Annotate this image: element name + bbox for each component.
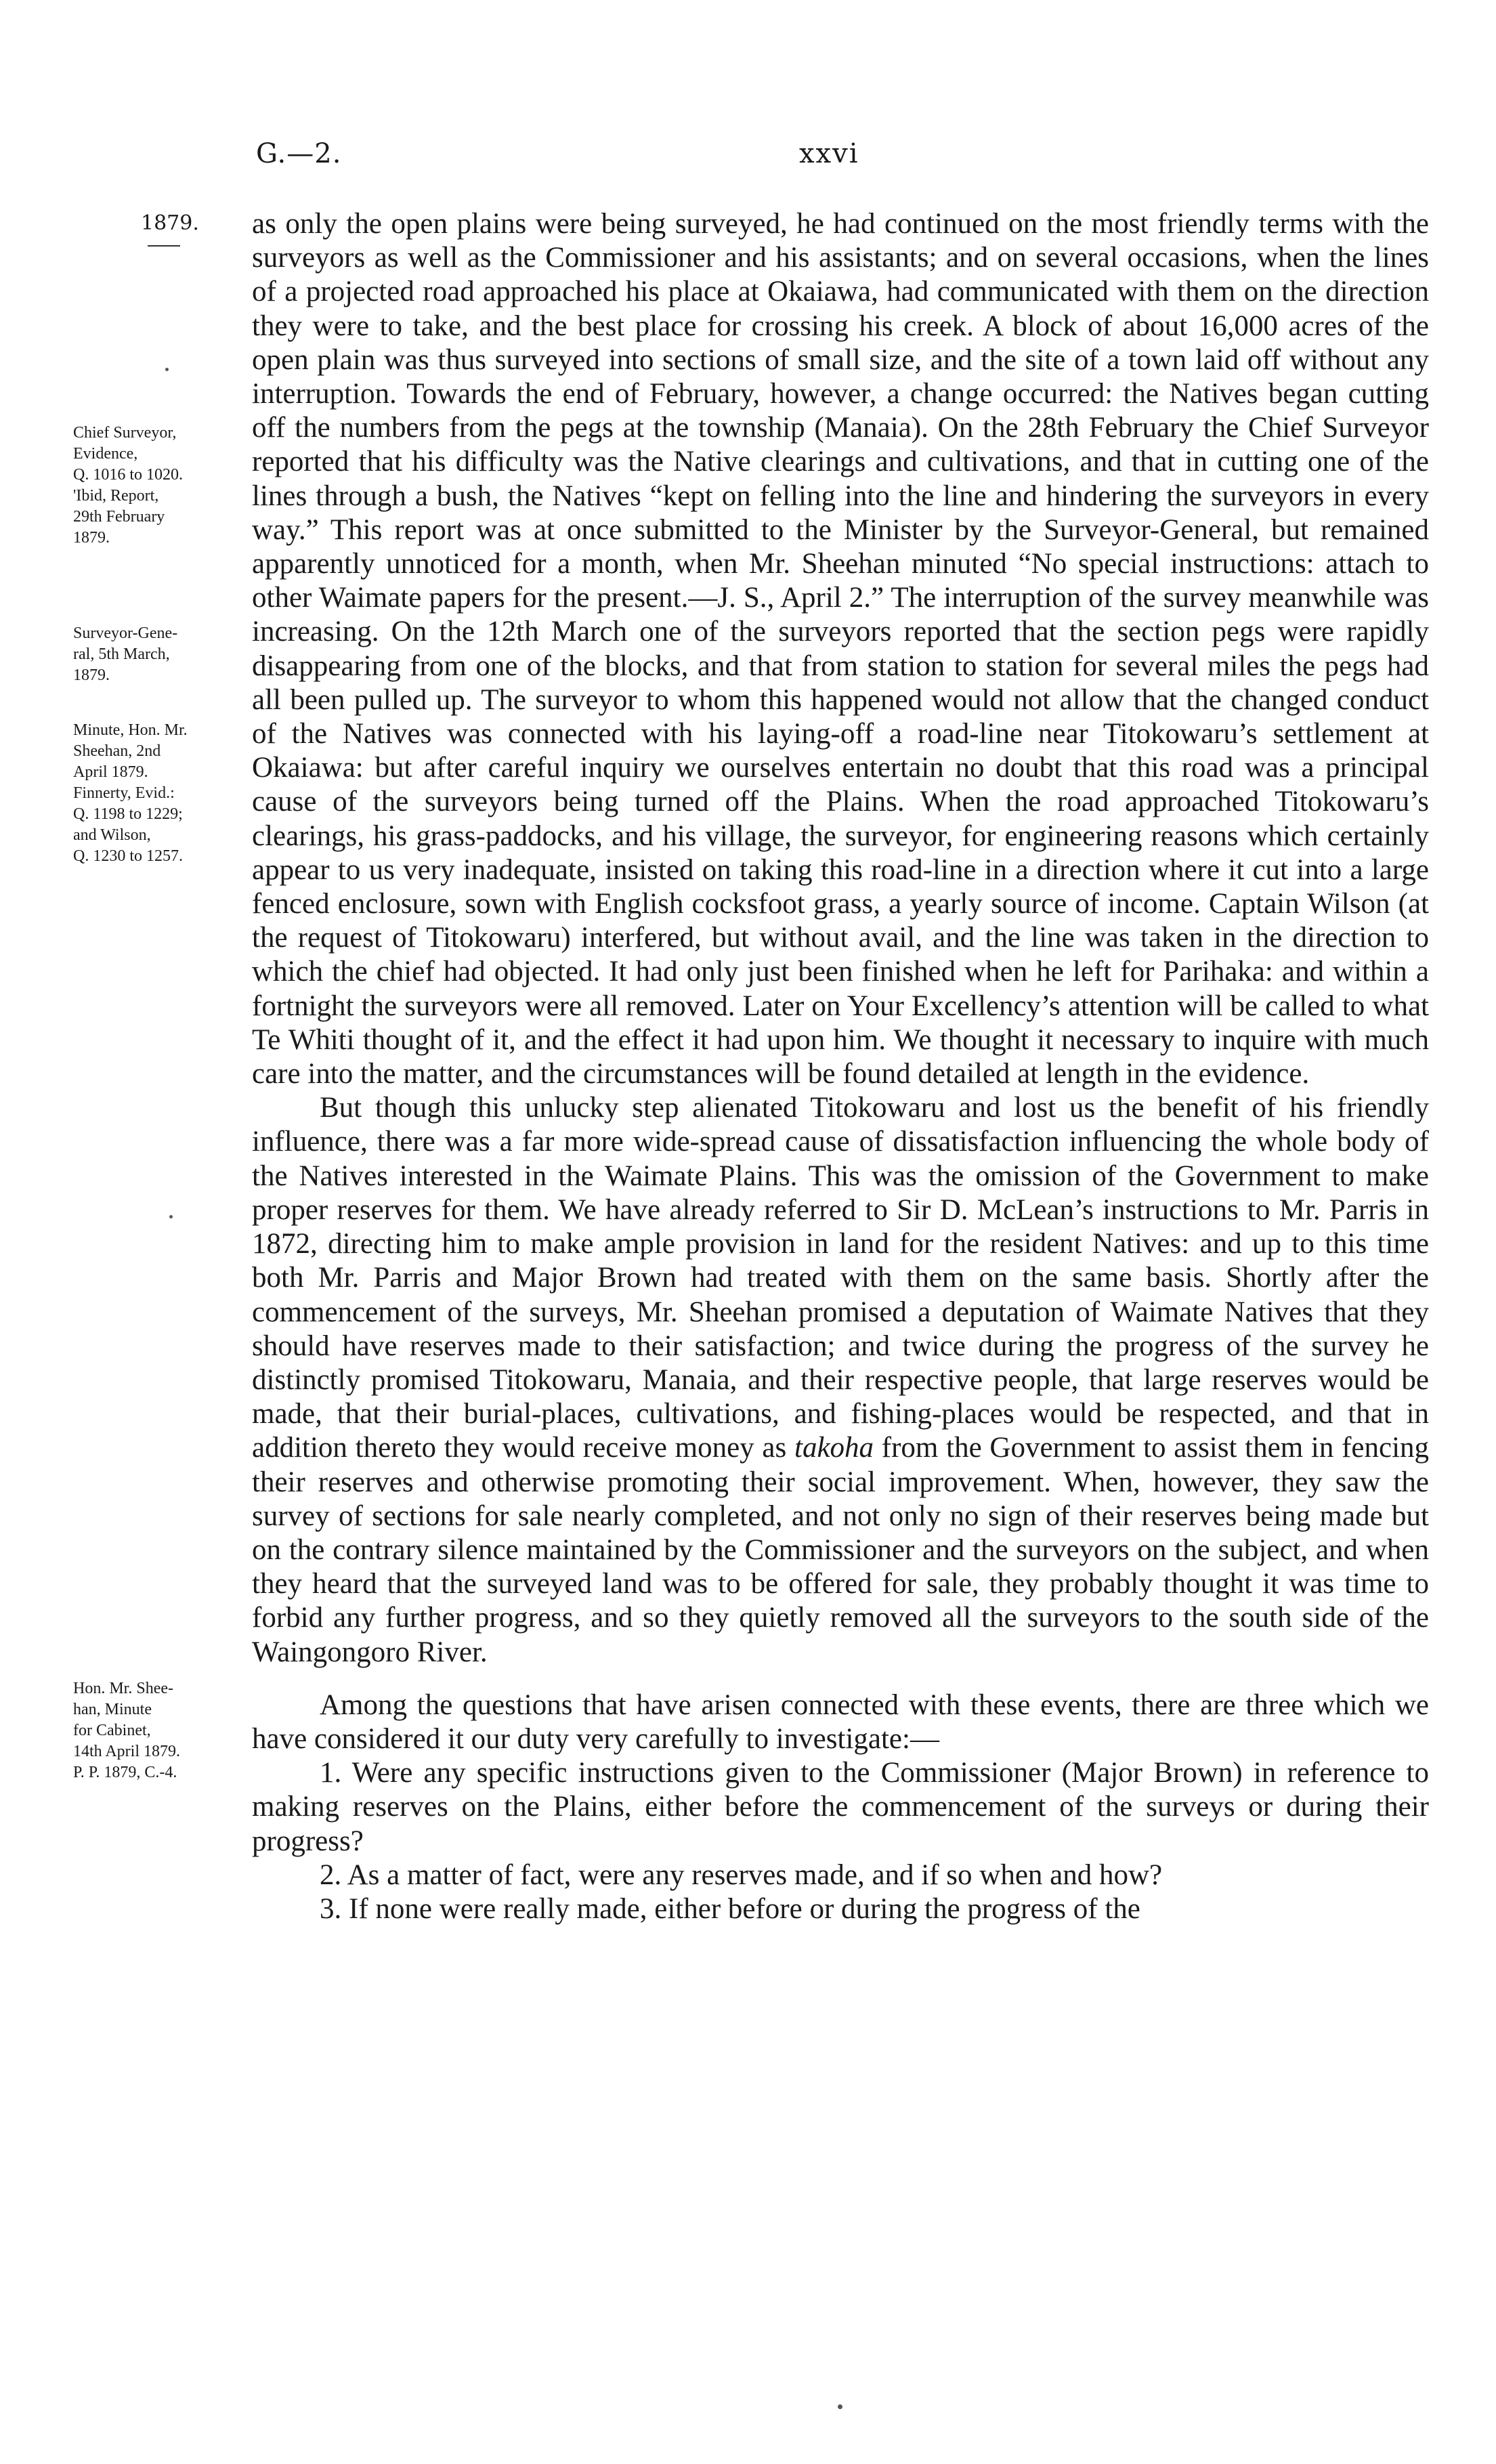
paragraph-surveys-okaiawa: as only the open plains were being surveyed, he had continued on the most friendly terms with the surveyors as well as the Commissioner and his assistants; and on several occasions, when the lines of a projected road approached his place at Okaiawa, had communicated with them on the direction they were to take, and the best place for crossing his creek. A block of about 16,000 acres of the open plain was thus surveyed into sections of small size, and the site of a town laid off without any interruption. Towards the end of February, however, a change occurred: the Natives began cutting off the numbers from the pegs at the township (Manaia). On the 28th February the Chief Surveyor reported that his difficulty was the Native clearings and cultivations, and that in cutting one of the lines through a bush, the Natives “kept on felling into the line and hindering the surveyors in every way.” This report was at once submitted to the Minister by the Surveyor-General, but remained apparently unnoticed for a month, when Mr. Sheehan minuted “No special instructions: attach to other Waimate papers for the present.—J. S., April 2.” The interruption of the survey meanwhile was increasing. On the 12th March one of the surveyors reported that the section pegs were rapidly disappearing from one of the blocks, and that from station to station for several miles the pegs had all been pulled up. The surveyor to whom this happened would not allow that the changed conduct of the Natives was connected with his laying-off a road-line near Titokowaru’s settlement at Okaiawa: but after careful inquiry we ourselves entertain no doubt that this road was a principal cause of the surveyors being turned off the Plains. When the road approached Titokowaru’s clearings, his grass-paddocks, and his village, the surveyor, for engineering reasons which certainly appear to us very inadequate, insisted on taking this road-line in a direction where it cut into a large fenced enclosure, sown with English cocksfoot grass, a yearly source of income. Captain Wilson (at the request of Titokowaru) interfered, but without avail, and the line was taken in the direction to which the chief had objected. It had only just been finished when he left for Parihaka: and within a fortnight the surveyors were all removed. Later on Your Excellency’s attention will be called to what Te Whiti thought of it, and the effect it had upon him. We thought it necessary to inquire with much care into the matter, and the circumstances will be found detailed at length in the evidence. (252, 208, 1429, 1090)
year-rule-divider (148, 245, 180, 247)
scan-speck (165, 368, 169, 371)
paragraph-questions-intro: Among the questions that have arisen connected with these events, there are three which we have considered it our duty very carefully to investigate:— (252, 1688, 1429, 1755)
margin-note-minute-sheehan: Minute, Hon. Mr. Sheehan, 2nd April 1879. Finnerty, Evid.: Q. 1198 to 1229; and Wilson, Q. 1230 to 1257. (73, 721, 188, 865)
question-item: 2. As a matter of fact, were any reserves made, and if so when and how? (320, 1858, 1163, 1891)
margin-year: 1879. (141, 211, 199, 235)
paragraph-reserves-text: But though this unlucky step alienated Titokowaru and lost us the benefit of his friendly influence, there was a far more wide-spread cause of dissatisfaction influencing the whole body of the Natives interested in the Waimate Plains. This was the omission of the Government to make proper reserves for them. We have already referred to Sir D. McLean’s instructions to Mr. Parris in 1872, directing him to make ample provision in land for the resident Natives: and up to this time both Mr. Parris and Major Brown had treated with them on the same basis. Shortly after the commencement of the surveys, Mr. Sheehan promised a deputation of Waimate Natives that they should have reserves made to their satisfaction; and twice during the progress of the survey he distinctly promised Titokowaru, Manaia, and their respective people, that large reserves would be made, that their burial-places, cultivations, and fishing-places would be respected, and that in addition thereto they would receive money as (252, 1092, 1429, 1464)
paragraph-reserves (252, 1091, 1429, 1669)
margin-note-chief-surveyor: Chief Surveyor, Evidence, Q. 1016 to 1020. 'Ibid, Report, 29th February 1879. (73, 424, 183, 547)
margin-note-cabinet-minute: Hon. Mr. Shee- han, Minute for Cabinet, 14th April 1879. P. P. 1879, C.-4. (73, 1680, 181, 1781)
report-reference: G.—2. (256, 138, 342, 169)
takoha-term: takoha (794, 1432, 874, 1464)
paragraph-reserves-tail: from the Government to assist them in fencing their reserves and otherwise promoting their social improvement. When, however, they saw the survey of sections for sale nearly completed, and not only no sign of their reserves being made but on the contrary silence maintained by the Commissioner and the surveyors on the subject, and when they heard that the surveyed land was to be offered for sale, they probably thought it was time to forbid any further progress, and so they quietly removed all the surveyors to the south side of the Waingongoro River. (252, 1432, 1430, 1668)
margin-note-surveyor-general: Surveyor-Gene- ral, 5th March, 1879. (73, 624, 178, 684)
question-item: 3. If none were really made, either before or during the progress of the (320, 1892, 1140, 1925)
scan-speck (838, 2404, 842, 2409)
page-number: xxvi (799, 138, 859, 169)
question-item: 1. Were any specific instructions given to the Commissioner (Major Brown) in reference to making reserves on the Plains, either before the commencement of the surveys or during their progress? (252, 1757, 1429, 1857)
scan-speck (169, 1215, 173, 1218)
body-text (252, 207, 1429, 1926)
